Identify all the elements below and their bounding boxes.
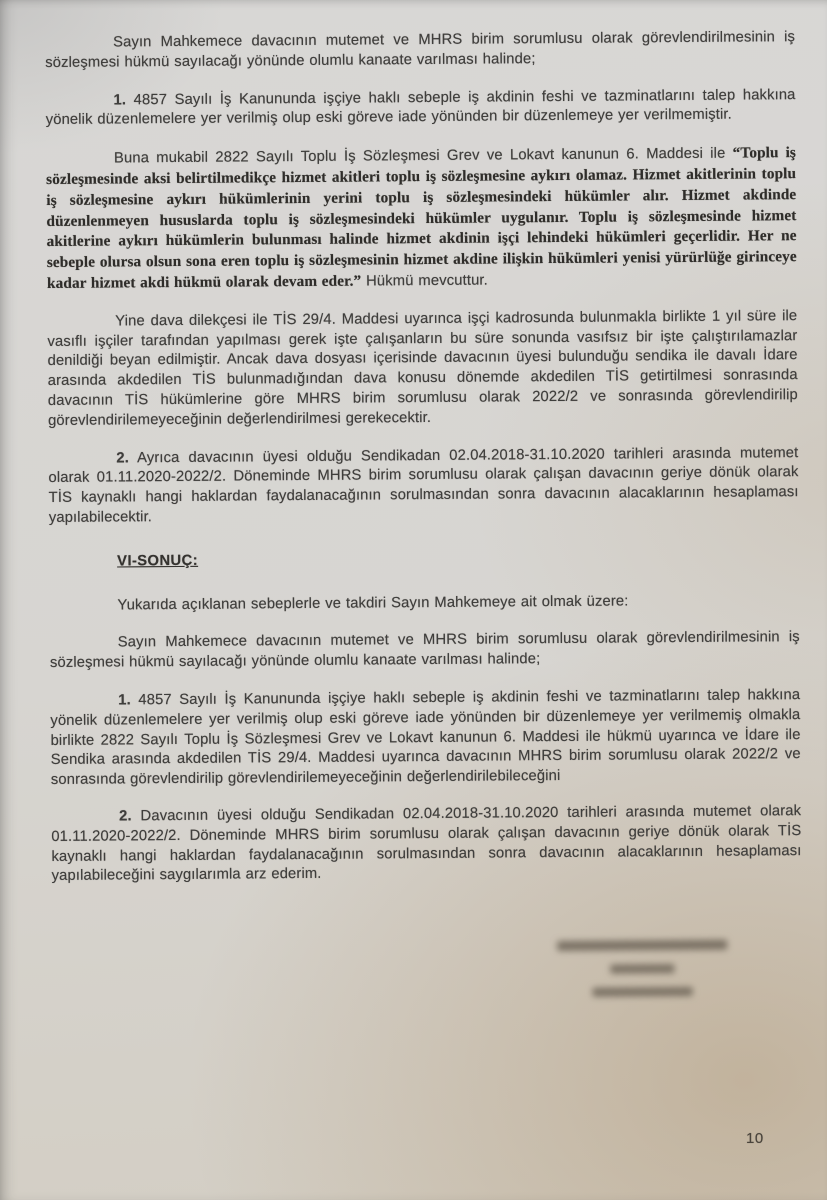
quote-tail-text: Hükmü mevcuttur. [361, 272, 488, 290]
paragraph-item1 [45, 86, 795, 131]
paragraph-item2 [48, 444, 799, 529]
paragraph-takdir [49, 591, 799, 617]
paragraph-text: Davacının üyesi olduğu Sendikadan 02.04.2018-31.10.2020 tarihleri arasında mutemet olarak 01.11.2020-2022/2. Döneminde MHRS birim sorumlusu olarak çalışan davacının geriye dönük olarak TİS kaynaklı hangi haklardan faydalanacağının sorulmasından sonra davacının alacaklarının hesaplaması yapılabileceğini saygılarımla arz ederim. [51, 802, 802, 885]
conclusion-heading: VI-SONUÇ: [117, 552, 199, 570]
paragraph-result2 [51, 802, 802, 887]
paragraph-text: 4857 Sayılı İş Kanununda işçiye haklı sebeple iş akdinin feshi ve tazminatlarını talep hakkına yönelik düzenlemelere yer verilmiş olup eski göreve iade yönünden bir düzenlemeye yer verilmemiş olmakla birlikte 2822 Sayılı Toplu İş Sözleşmesi Grev ve Lokavt kanunun 6. Maddesi ile hükmü uyarınca ve İdare ile Sendika arasında akdedilen TİS 29/4. Maddesi uyarınca davacının MHRS birim sorumlusu olarak 2022/2 ve sonrasında görevlendirilip görevlendirilemeyeceğinin değerlendirilebileceğini [50, 687, 801, 789]
signature-blurred-line [557, 940, 727, 951]
signature-blurred-line [593, 987, 693, 997]
paragraph-text: Sayın Mahkemece davacının mutemet ve MHRS birim sorumlusu olarak görevlendirilmesinin iş sözleşmesi hükmü sayılacağı yönünde olumlu kanaate varılması halinde; [45, 29, 796, 71]
paragraph-text: Yukarıda açıklanan sebeplerle ve takdiri Sayın Mahkemeye ait olmak üzere: [117, 592, 629, 613]
paragraph-intro [45, 28, 795, 73]
document-page [45, 28, 803, 1001]
paragraph-intro-repeat [50, 628, 800, 673]
signature-blurred-line [610, 964, 674, 974]
list-number: 1. [113, 91, 127, 109]
paragraph-text: Ayrıca davacının üyesi olduğu Sendikadan 02.04.2018-31.10.2020 tarihleri arasında mutemet olarak 01.11.2020-2022/2. Döneminde MHRS birim sorumlusu olarak çalışan davacının geriye dönük olarak TİS kaynaklı hangi haklardan faydalanacağının sorulmasından sonra davacının alacaklarının hesaplaması yapılabilecektir. [48, 444, 799, 526]
quote-lead-text: Buna mukabil 2822 Sayılı Toplu İş Sözleşmesi Grev ve Lokavt kanunun 6. Maddesi ile [113, 145, 733, 167]
list-number: 1. [118, 692, 131, 709]
paragraph-result1 [50, 686, 801, 791]
paragraph-text: 4857 Sayılı İş Kanununda işçiye haklı sebeple iş akdinin feshi ve tazminatlarını talep hakkına yönelik düzenlemelere yer verilmiş olup eski göreve iade yönünden bir düzenlemeye yer verilmemiştir. [45, 86, 796, 129]
paragraph-law-quote [46, 143, 797, 294]
paragraph-text: Yine dava dilekçesi ile TİS 29/4. Maddesi uyarınca işçi kadrosunda bulunmakla birlikte 1 yıl süre ile vasıflı işçiler tarafından yapılması gerek işte çalışanların bu süre sonunda vasıfsız bir işte çalıştırılamazlar denildiği beyan edilmiştir. Ancak dava dosyası içerisinde davacının üyesi bulunduğu sendika ile davalı İdare arasında akdedilen TİS bulunmadığından dava konusu dönemde akdedilen TİS getirtilmesi sonrasında davacının TİS hükümlerine göre MHRS birim sorumlusu olarak 2022/2 ve sonrasında görevlendirilip görevlendirilemeyeceğinin değerlendirilmesi gerekecektir. [47, 307, 798, 429]
list-number: 2. [119, 808, 132, 825]
list-number: 2. [116, 449, 129, 466]
paragraph-tis [47, 307, 798, 432]
page-number: 10 [746, 1130, 764, 1147]
section-heading-row [49, 547, 799, 573]
signature-block [532, 940, 752, 998]
paragraph-text: Sayın Mahkemece davacının mutemet ve MHRS birim sorumlusu olarak görevlendirilmesinin iş sözleşmesi hükmü sayılacağı yönünde olumlu kanaate varılması halinde; [49, 629, 800, 672]
statute-quote-text: “Toplu iş sözleşmesinde aksi belirtilmedikçe hizmet akitleri toplu iş sözleşmesine aykırı olamaz. Hizmet akitlerinin toplu iş sözleşmesine aykırı hükümlerinin yerini toplu iş sözleşmesindeki hükümler alır. Hizmet akdinde düzenlenmeyen hususlarda toplu iş sözleşmesindeki hükümler uygulanır. Toplu iş sözleşmesinde hizmet akitlerine aykırı hükümlerin bulunması halinde hizmet akdinin işçi lehindeki hükümleri geçerlidir. Her ne sebeple olursa olsun sona eren toplu iş sözleşmesinin hizmet akdine ilişkin hükümleri yenisi yürürlüğe girinceye kadar hizmet akdi hükmü olarak devam eder.” [46, 144, 797, 292]
